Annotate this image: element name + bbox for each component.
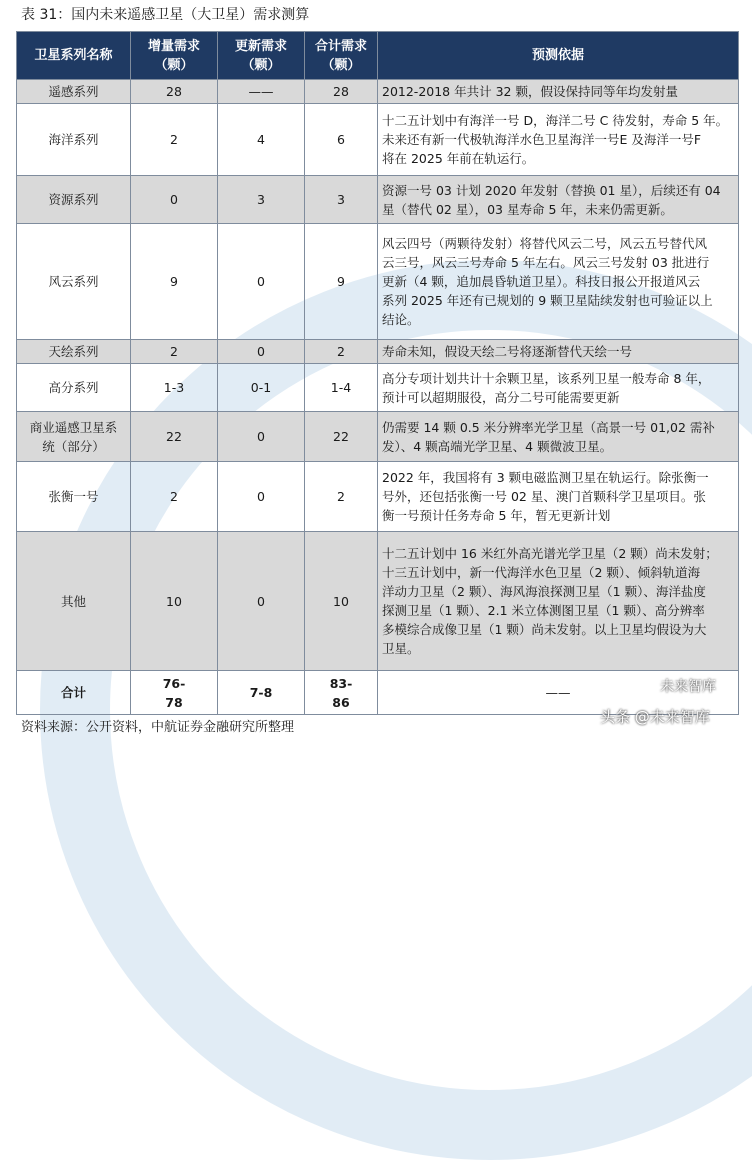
basis-cell: 十二五计划中有海洋一号 D，海洋二号 C 待发射，寿命 5 年。 未来还有新一代极轨海洋水色卫星海洋一号E 及海洋一号F 将在 2025 年前在轨运行。 bbox=[378, 104, 739, 176]
header-series-name: 卫星系列名称 bbox=[17, 32, 131, 80]
basis-cell: 2012-2018 年共计 32 颗，假设保持同等年均发射量 bbox=[378, 80, 739, 104]
renewal-cell: 0 bbox=[218, 462, 305, 532]
table-row bbox=[17, 80, 739, 104]
watermark-logo-text: 未来智库 bbox=[660, 679, 716, 695]
total-incremental-cell: 76- 78 bbox=[131, 671, 218, 715]
renewal-cell: 0 bbox=[218, 412, 305, 462]
basis-cell: 仍需要 14 颗 0.5 米分辨率光学卫星（高景一号 01,02 需补 发）、4 颗高端光学卫星、4 颗微波卫星。 bbox=[378, 412, 739, 462]
incremental-cell: 2 bbox=[131, 104, 218, 176]
incremental-cell: 0 bbox=[131, 176, 218, 224]
table-row bbox=[17, 104, 739, 176]
table-row bbox=[17, 224, 739, 340]
incremental-cell: 28 bbox=[131, 80, 218, 104]
series-name-cell: 张衡一号 bbox=[17, 462, 131, 532]
total-renewal-cell: 7-8 bbox=[218, 671, 305, 715]
renewal-cell: 3 bbox=[218, 176, 305, 224]
table-row bbox=[17, 340, 739, 364]
header-forecast-basis: 预测依据 bbox=[378, 32, 739, 80]
incremental-cell: 10 bbox=[131, 532, 218, 671]
total-total-cell: 83- 86 bbox=[305, 671, 378, 715]
total-cell: 6 bbox=[305, 104, 378, 176]
total-cell: 2 bbox=[305, 462, 378, 532]
satellite-demand-table bbox=[16, 31, 739, 715]
total-cell: 3 bbox=[305, 176, 378, 224]
renewal-cell: 0 bbox=[218, 340, 305, 364]
total-cell: 9 bbox=[305, 224, 378, 340]
source-note: 资料来源：公开资料，中航证券金融研究所整理 bbox=[21, 720, 295, 735]
renewal-cell: 0-1 bbox=[218, 364, 305, 412]
basis-cell: 资源一号 03 计划 2020 年发射（替换 01 星），后续还有 04 星（替代 02 星），03 星寿命 5 年，未来仍需更新。 bbox=[378, 176, 739, 224]
basis-cell: 2022 年，我国将有 3 颗电磁监测卫星在轨运行。除张衡一 号外，还包括张衡一号 02 星、澳门首颗科学卫星项目。张 衡一号预计任务寿命 5 年，暂无更新计划 bbox=[378, 462, 739, 532]
series-name-cell: 海洋系列 bbox=[17, 104, 131, 176]
series-name-cell: 风云系列 bbox=[17, 224, 131, 340]
series-name-cell: 高分系列 bbox=[17, 364, 131, 412]
basis-cell: 寿命未知，假设天绘二号将逐渐替代天绘一号 bbox=[378, 340, 739, 364]
table-caption: 表 31：国内未来遥感卫星（大卫星）需求测算 bbox=[21, 7, 310, 23]
renewal-cell: —— bbox=[218, 80, 305, 104]
series-name-cell: 天绘系列 bbox=[17, 340, 131, 364]
table-row bbox=[17, 532, 739, 671]
table-row bbox=[17, 364, 739, 412]
header-row bbox=[17, 32, 739, 80]
renewal-cell: 0 bbox=[218, 224, 305, 340]
incremental-cell: 2 bbox=[131, 462, 218, 532]
series-name-cell: 其他 bbox=[17, 532, 131, 671]
renewal-cell: 0 bbox=[218, 532, 305, 671]
table-row bbox=[17, 462, 739, 532]
series-name-cell: 商业遥感卫星系 统（部分） bbox=[17, 412, 131, 462]
total-basis-cell: —— bbox=[378, 671, 739, 715]
header-total-demand: 合计需求 （颗） bbox=[305, 32, 378, 80]
total-cell: 10 bbox=[305, 532, 378, 671]
series-name-cell: 遥感系列 bbox=[17, 80, 131, 104]
table-row bbox=[17, 412, 739, 462]
incremental-cell: 9 bbox=[131, 224, 218, 340]
incremental-cell: 2 bbox=[131, 340, 218, 364]
watermark-text: 头条 @未来智库 bbox=[600, 708, 710, 726]
renewal-cell: 4 bbox=[218, 104, 305, 176]
basis-cell: 风云四号（两颗待发射）将替代风云二号，风云五号替代风 云三号，风云三号寿命 5 年左右。风云三号发射 03 批进行 更新（4 颗，追加晨昏轨道卫星）。科技日报公开报道风云 系列 2025 年还有已规划的 9 颗卫星陆续发射也可验证以上 结论。 bbox=[378, 224, 739, 340]
header-renewal-demand: 更新需求 （颗） bbox=[218, 32, 305, 80]
header-incremental-demand: 增量需求 （颗） bbox=[131, 32, 218, 80]
incremental-cell: 1-3 bbox=[131, 364, 218, 412]
total-cell: 22 bbox=[305, 412, 378, 462]
total-cell: 28 bbox=[305, 80, 378, 104]
basis-cell: 高分专项计划共计十余颗卫星，该系列卫星一般寿命 8 年， 预计可以超期服役，高分二号可能需要更新 bbox=[378, 364, 739, 412]
total-cell: 1-4 bbox=[305, 364, 378, 412]
total-label-cell: 合计 bbox=[17, 671, 131, 715]
table-row bbox=[17, 176, 739, 224]
incremental-cell: 22 bbox=[131, 412, 218, 462]
basis-cell: 十二五计划中 16 米红外高光谱光学卫星（2 颗）尚未发射； 十三五计划中，新一代海洋水色卫星（2 颗）、倾斜轨道海 洋动力卫星（2 颗）、海风海浪探测卫星（1 颗）、海洋盐度 探测卫星（1 颗）、2.1 米立体测图卫星（1 颗）、高分辨率 多模综合成像卫星（1 颗）尚未发射。以上卫星均假设为大 卫星。 bbox=[378, 532, 739, 671]
series-name-cell: 资源系列 bbox=[17, 176, 131, 224]
total-cell: 2 bbox=[305, 340, 378, 364]
